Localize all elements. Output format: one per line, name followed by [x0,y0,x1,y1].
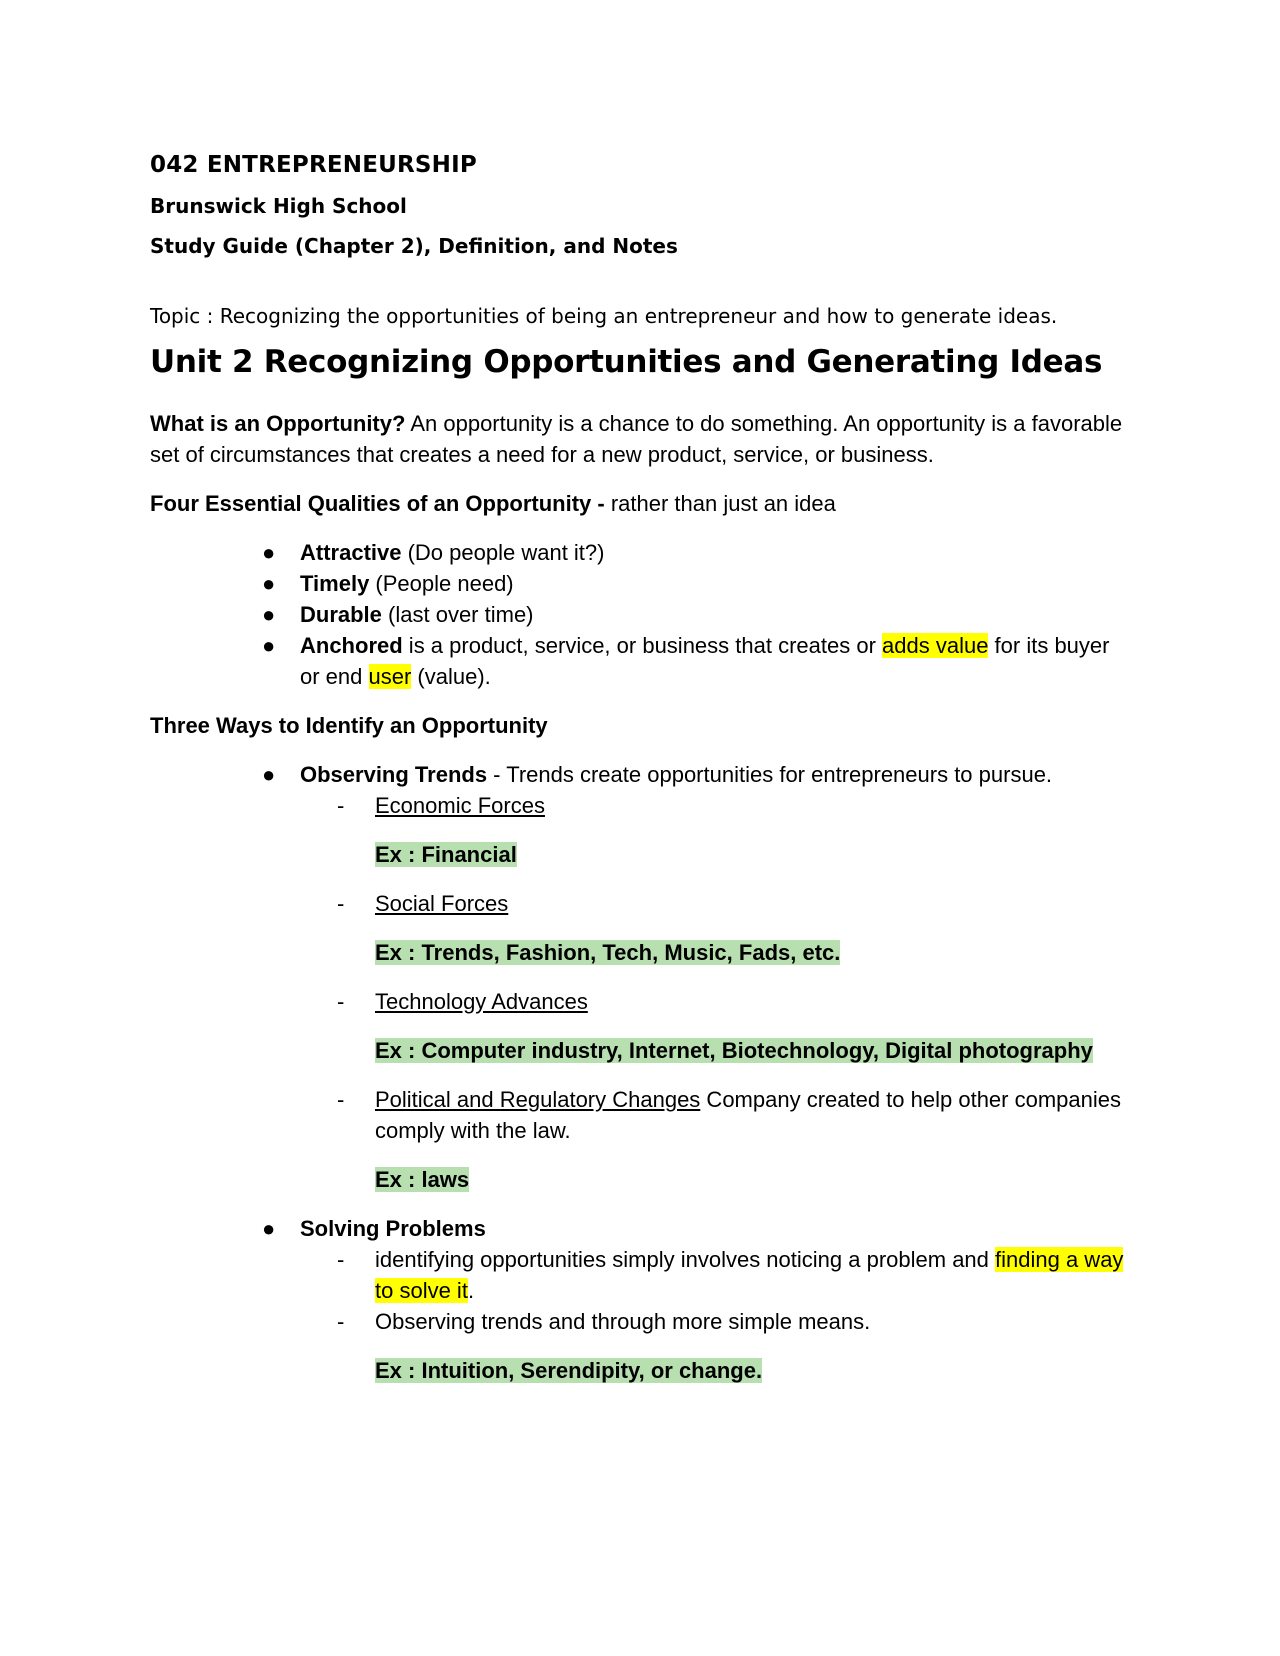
quality-term: Timely [300,571,370,596]
example-text: Ex : laws [375,1167,470,1192]
qualities-heading-rest: rather than just an idea [604,491,836,516]
list-item [337,1084,1130,1195]
quality-desc: (last over time) [381,602,534,627]
list-item [337,790,1130,870]
dash-icon: - [337,891,345,916]
ways-list [150,759,1130,1386]
example-text: Ex : Intuition, Serendipity, or change. [375,1358,763,1383]
dash-icon: - [337,989,345,1014]
list-item [262,1213,1130,1386]
highlight-adds-value: adds value [882,633,989,658]
example-box [375,1355,1130,1386]
example-box [375,839,1130,870]
problems-term: Solving Problems [300,1216,486,1241]
qualities-heading-bold: Four Essential Qualities of an Opportunity - [150,491,605,516]
school-name: Brunswick High School [150,194,407,218]
quality-term: Attractive [300,540,402,565]
bullet-icon: ● [262,762,276,787]
trends-term: Observing Trends [300,762,488,787]
highlight-solve: finding a way to solve it [375,1247,1124,1303]
ways-heading [150,710,1130,741]
dash-icon: - [337,1309,345,1334]
opportunity-definition [150,408,1130,470]
quality-desc: (Do people want it?) [401,540,605,565]
bullet-icon: ● [262,633,276,658]
anchored-mid: for its buyer or end [300,633,1110,689]
example-text: Ex : Computer industry, Internet, Biotechnology, Digital photography [375,1038,1093,1063]
example-box [375,937,1130,968]
list-item [262,630,1130,692]
force-name: Technology Advances [375,989,588,1014]
force-name: Economic Forces [375,793,545,818]
problems-list [300,1244,1130,1386]
bullet-icon: ● [262,1216,276,1241]
opportunity-term: What is an Opportunity? [150,411,406,436]
force-name: Social Forces [375,891,509,916]
problems-line1-post: . [467,1278,475,1303]
topic-line: Topic : Recognizing the opportunities of being an entrepreneur and how to generate ideas. [150,304,1058,328]
quality-desc: (People need) [369,571,514,596]
quality-term: Anchored [300,633,403,658]
unit-title: Unit 2 Recognizing Opportunities and Generating Ideas [150,344,1103,380]
bullet-icon: ● [262,571,276,596]
list-item [262,599,1130,630]
problems-line1-pre: identifying opportunities simply involves noticing a problem and [375,1247,996,1272]
list-item [337,888,1130,968]
political-desc: Company created to help other companies comply with the law. [375,1087,1121,1143]
dash-icon: - [337,1247,345,1272]
example-text: Ex : Financial [375,842,517,867]
example-box [375,1164,1130,1195]
forces-list [300,790,1130,1195]
anchored-pre: is a product, service, or business that creates or [402,633,883,658]
anchored-post: (value). [411,664,491,689]
list-item [337,986,1130,1066]
qualities-list [150,537,1130,692]
example-text: Ex : Trends, Fashion, Tech, Music, Fads, etc. [375,940,841,965]
list-item [337,1244,1130,1306]
ways-heading-bold: Three Ways to Identify an Opportunity [150,713,548,738]
dash-icon: - [337,793,345,818]
trends-desc: - Trends create opportunities for entrepreneurs to pursue. [487,762,1053,787]
highlight-user: user [368,664,412,689]
list-item [262,537,1130,568]
bullet-icon: ● [262,540,276,565]
opportunity-text: An opportunity is a chance to do something. An opportunity is a favorable set of circumstances that creates a need for a new product, service, or business. [150,411,1123,467]
bullet-icon: ● [262,602,276,627]
list-item [262,568,1130,599]
course-title: 042 ENTREPRENEURSHIP [150,152,477,178]
quality-term: Durable [300,602,382,627]
list-item [262,759,1130,1195]
list-item [337,1306,1130,1386]
qualities-heading [150,488,1130,519]
dash-icon: - [337,1087,345,1112]
problems-line2: Observing trends and through more simple means. [375,1309,871,1334]
example-box [375,1035,1130,1066]
force-name: Political and Regulatory Changes [375,1087,701,1112]
study-guide-title: Study Guide (Chapter 2), Definition, and Notes [150,234,678,258]
